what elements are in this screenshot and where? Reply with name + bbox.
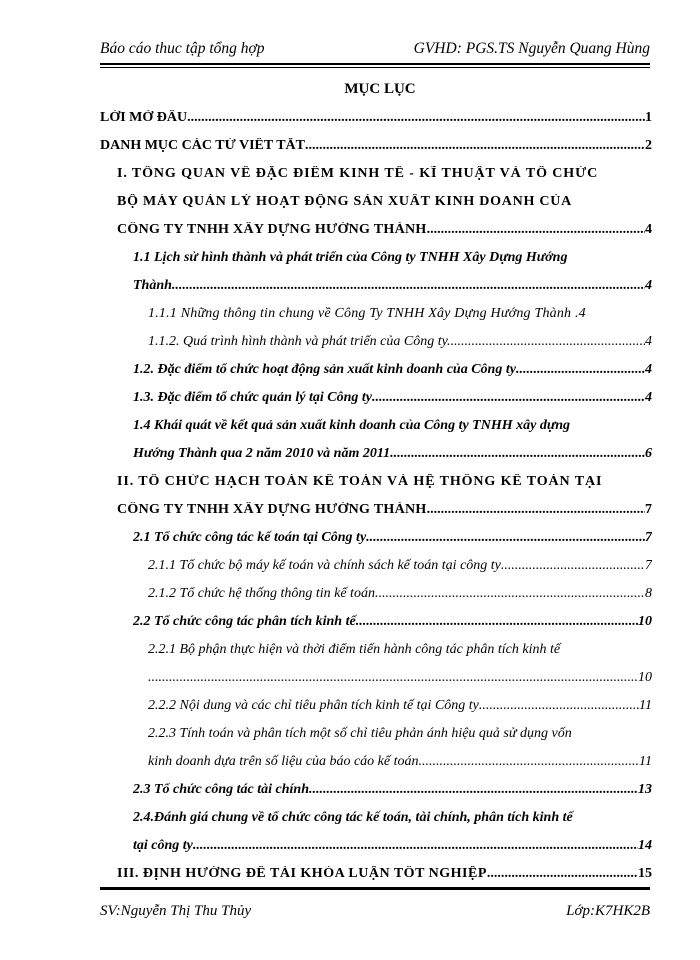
toc-entry[interactable]: 2.2.1 Bộ phận thực hiện và thời điểm tiến hành công tác phân tích kinh tế <box>148 642 561 657</box>
header-divider <box>100 63 650 68</box>
toc-entry[interactable]: III. ĐỊNH HƯỚNG ĐỀ TÀI KHÓA LUẬN TỐT NGHIỆP ..... 15 <box>117 866 652 882</box>
toc-entry[interactable]: DANH MỤC CÁC TỪ VIẾT TẮT ..... 2 <box>100 138 652 154</box>
toc-entry[interactable]: 1.1.1 Những thông tin chung về Công Ty TNHH Xây Dựng Hướng Thành .4 <box>148 306 586 321</box>
toc-entry[interactable]: Thành ..... 4 <box>133 278 652 294</box>
toc-entry[interactable]: 2.2.3 Tính toán và phân tích một số chỉ tiêu phản ánh hiệu quả sử dụng vốn <box>148 726 572 741</box>
toc-entry[interactable]: Hướng Thành qua 2 năm 2010 và năm 2011 ..... 6 <box>133 446 652 462</box>
toc-entry[interactable]: 1.4 Khái quát về kết quả sản xuất kinh doanh của Công ty TNHH xây dựng <box>133 418 571 433</box>
toc-entry[interactable]: ..... 10 <box>148 670 652 686</box>
toc-entry[interactable]: 2.2.2 Nội dung và các chỉ tiêu phân tích kinh tế tại Công ty ..... 11 <box>148 698 652 714</box>
toc-entry[interactable]: 2.3 Tổ chức công tác tài chính ..... 13 <box>133 782 652 798</box>
toc-entry[interactable]: 2.4.Đánh giá chung về tổ chức công tác kế toán, tài chính, phân tích kinh tế <box>133 810 573 825</box>
header-report-title: Báo cáo thuc tập tổng hợp <box>100 40 265 57</box>
toc-entry[interactable]: 2.1 Tổ chức công tác kế toán tại Công ty ..... 7 <box>133 530 652 546</box>
toc-entry[interactable]: 2.1.2 Tổ chức hệ thống thông tin kế toán ..... 8 <box>148 586 652 602</box>
toc-entry[interactable]: 2.1.1 Tổ chức bộ máy kế toán và chính sách kế toán tại công ty ..... 7 <box>148 558 652 574</box>
toc-entry[interactable]: I. TỔNG QUAN VỀ ĐẶC ĐIỂM KINH TẾ - KĨ THUẬT VÀ TỔ CHỨC <box>117 166 599 181</box>
toc-entry[interactable]: 1.3. Đặc điểm tổ chức quản lý tại Công ty ..... 4 <box>133 390 652 406</box>
footer-class: Lớp:K7HK2B <box>566 903 650 919</box>
page-header <box>100 40 650 58</box>
footer-student: SV:Nguyễn Thị Thu Thủy <box>100 903 252 919</box>
toc-entry[interactable]: CÔNG TY TNHH XÂY DỰNG HƯỚNG THÀNH ..... 4 <box>117 222 652 238</box>
toc-entry[interactable]: BỘ MÁY QUẢN LÝ HOẠT ĐỘNG SẢN XUẤT KINH DOANH CỦA <box>117 194 572 209</box>
toc-entry[interactable]: tại công ty ..... 14 <box>133 838 652 854</box>
toc-entry[interactable]: 1.2. Đặc điểm tổ chức hoạt động sản xuất kinh doanh của Công ty ..... 4 <box>133 362 652 378</box>
toc-entry[interactable]: LỜI MỞ ĐẦU ..... 1 <box>100 110 652 126</box>
page-footer <box>100 903 650 920</box>
footer-divider <box>100 887 650 890</box>
toc-entry[interactable]: 1.1 Lịch sử hình thành và phát triển của Công ty TNHH Xây Dựng Hướng <box>133 250 568 265</box>
toc-entry[interactable]: kinh doanh dựa trên số liệu của báo cáo kế toán ..... 11 <box>148 754 652 770</box>
toc-entry[interactable]: II. TỔ CHỨC HẠCH TOÁN KẾ TOÁN VÀ HỆ THỐNG KẾ TOÁN TẠI <box>117 474 603 489</box>
header-advisor: GVHD: PGS.TS Nguyễn Quang Hùng <box>413 40 650 57</box>
page-title: MỤC LỤC <box>344 81 416 97</box>
toc-entry[interactable]: 2.2 Tổ chức công tác phân tích kinh tế ..... 10 <box>133 614 652 630</box>
toc-entry[interactable]: 1.1.2. Quá trình hình thành và phát triển của Công ty. ..... 4 <box>148 334 652 350</box>
toc-entry[interactable]: CÔNG TY TNHH XÂY DỰNG HƯỚNG THÀNH ..... 7 <box>117 502 652 518</box>
